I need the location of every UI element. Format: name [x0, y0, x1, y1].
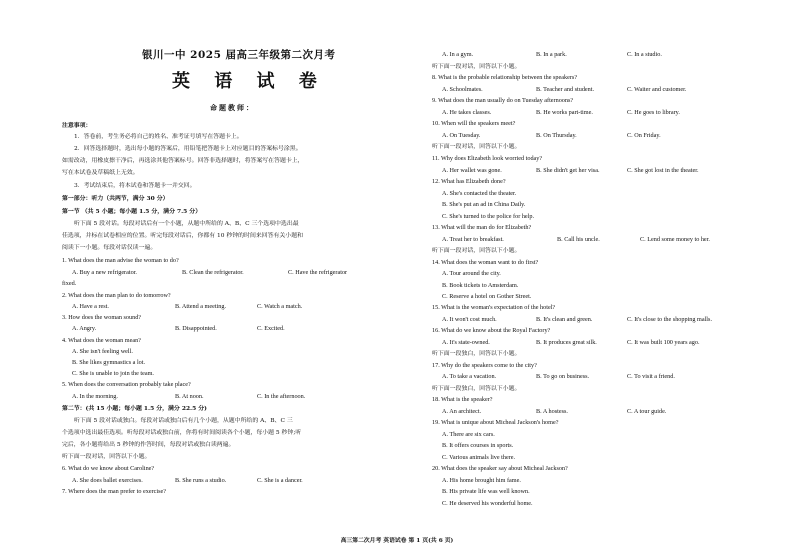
question-stem: 5. When does the conversation probably take place?	[62, 381, 191, 388]
option-c-continued: fixed.	[62, 280, 77, 287]
notes-item: 1．答卷前，考生务必将自己的姓名、准考证号填写在答题卡上。	[74, 134, 243, 140]
option-c: C. Waiter and customer.	[627, 86, 687, 93]
option-c: C. Watch a match.	[257, 303, 303, 310]
option-c: C. In a studio.	[627, 51, 662, 58]
question-stem: 1. What does the man advise the woman to do?	[62, 257, 179, 264]
option-c: C. Have the refrigerator	[288, 269, 348, 276]
section2-instruction: 完后，各小题将给出 5 秒钟的作答时间，每段对话或独白读两遍。	[62, 442, 235, 448]
option-c: C. He deserved his wonderful home.	[442, 500, 533, 507]
question-stem: 20. What does the speaker say about Micheal Jackson?	[432, 465, 568, 472]
option-a: A. Buy a new refrigerator.	[72, 269, 137, 276]
option-b: B. She's put an ad in China Daily.	[442, 201, 526, 208]
option-a: A. An architect.	[442, 408, 482, 415]
question-stem: 2. What does the man plan to do tomorrow?	[62, 292, 171, 299]
listen-prompt: 听下面一段对话，回答以下小题。	[432, 64, 521, 70]
option-c: C. Lend some money to her.	[640, 236, 710, 243]
option-b: B. In a park.	[536, 51, 567, 58]
question-stem: 11. Why does Elizabeth look worried today?	[432, 155, 543, 162]
question-stem: 18. What is the speaker?	[432, 396, 493, 403]
question-stem: 6. What do we know about Caroline?	[62, 465, 155, 472]
option-c: C. He goes to library.	[627, 109, 680, 116]
option-a: A. She's contacted the theater.	[442, 190, 517, 197]
option-a: A. Tour around the city.	[442, 270, 501, 277]
notes-heading: 注意事项：	[62, 122, 92, 129]
option-a: A. Schoolmates.	[442, 86, 483, 93]
option-c: C. Various animals live there.	[442, 454, 516, 461]
section2-heading: 第二节：(共 15 小题；每小题 1.5 分，满分 22.5 分)	[62, 405, 207, 412]
option-a: A. On Tuesday.	[442, 132, 481, 139]
option-b: B. His private life was well known.	[442, 488, 530, 495]
listen-prompt: 听下面一段对话，回答以下小题。	[432, 248, 521, 254]
option-a: A. Treat her to breakfast.	[442, 236, 504, 243]
option-a: A. She isn't feeling well.	[72, 348, 133, 355]
option-a: A. In the morning.	[72, 393, 118, 400]
page-footer: 高三第二次月考 英语试卷 第 1 页(共 6 页)	[340, 538, 454, 544]
part1-heading: 第一部分：听力（共两节，满分 30 分）	[62, 195, 169, 202]
option-c: C. It's close to the shopping malls.	[627, 316, 712, 323]
exam-teacher: 命题教师：	[210, 103, 255, 112]
question-stem: 15. What is the woman's expectation of the hotel?	[432, 304, 556, 311]
option-b: B. He works part-time.	[536, 109, 593, 116]
option-c: C. It was built 100 years ago.	[627, 339, 700, 346]
notes-item: 如需改动，用橡皮擦干净后，再选涂其他答案标号。回答非选择题时，将答案写在答题卡上，	[62, 158, 304, 164]
option-b: B. Call his uncle.	[557, 236, 600, 243]
option-a: A. He takes classes.	[442, 109, 492, 116]
option-b: B. Book tickets to Amsterdam.	[442, 282, 519, 289]
option-a: A. In a gym.	[442, 51, 474, 58]
section1-instruction: 听下面 5 段对话。每段对话后有一个小题，从题中所给的 A、B、C 三个选项中选出最	[74, 221, 299, 227]
listen-prompt: 听下面一段独白，回答以下小题。	[432, 351, 521, 357]
option-b: B. Disappointed.	[175, 325, 217, 332]
listen-prompt: 听下面一段独白，回答以下小题。	[432, 386, 521, 392]
option-c: C. A tour guide.	[627, 408, 667, 415]
option-c: C. In the afternoon.	[257, 393, 306, 400]
option-b: B. A hostess.	[536, 408, 568, 415]
option-b: B. To go on business.	[536, 373, 590, 380]
notes-item: 3．考试结束后，将本试卷和答题卡一并交回。	[74, 183, 196, 189]
question-stem: 8. What is the probable relationship between the speakers?	[432, 74, 578, 81]
option-c: C. To visit a friend.	[627, 373, 675, 380]
option-b: B. On Thursday.	[536, 132, 577, 139]
question-stem: 17. Why do the speakers come to the city?	[432, 362, 537, 369]
question-stem: 16. What do we know about the Royal Factory?	[432, 327, 551, 334]
option-b: B. Clean the refrigerator.	[182, 269, 244, 276]
option-a: A. Have a rest.	[72, 303, 109, 310]
option-c: C. She is unable to join the team.	[72, 370, 154, 377]
option-b: B. It produces great silk.	[536, 339, 597, 346]
question-stem: 9. What does the man usually do on Tuesday afternoons?	[432, 97, 574, 104]
option-b: B. She runs a studio.	[175, 477, 227, 484]
section1-instruction: 阅读下一小题。每段对话仅读一遍。	[62, 245, 157, 251]
question-stem: 13. What will the man do for Elizabeth?	[432, 224, 532, 231]
question-stem: 7. Where does the man prefer to exercise?	[62, 488, 166, 495]
notes-item: 写在本试卷及草稿纸上无效。	[62, 170, 139, 176]
listen-prompt: 听下面一段对话，回答以下小题。	[432, 144, 521, 150]
section2-instruction: 听下面 5 段对话或独白。每段对话或独白后有几个小题，从题中所给的 A、B、C 三	[74, 418, 293, 424]
option-a: A. It won't cost much.	[442, 316, 497, 323]
option-b: B. Teacher and student.	[536, 86, 595, 93]
option-b: B. It offers courses in sports.	[442, 442, 514, 449]
option-b: B. She didn't get her visa.	[536, 167, 600, 174]
section2-instruction: 听下面一段对话，回答以下小题。	[62, 454, 151, 460]
option-a: A. Angry.	[72, 325, 97, 332]
option-c: C. Reserve a hotel on Gother Street.	[442, 293, 532, 300]
notes-item: 2．回答选择题时，选出每小题的答案后，用铅笔把答题卡上对应题目的答案标号涂黑。	[74, 146, 302, 152]
option-b: B. Attend a meeting.	[175, 303, 227, 310]
option-c: C. She got lost in the theater.	[627, 167, 699, 174]
option-a: A. To take a vacation.	[442, 373, 497, 380]
option-c: C. Excited.	[257, 325, 285, 332]
option-a: A. It's state-owned.	[442, 339, 490, 346]
section1-heading: 第一节 （共 5 小题；每小题 1.5 分，满分 7.5 分）	[62, 208, 202, 215]
question-stem: 3. How does the woman sound?	[62, 314, 142, 321]
question-stem: 4. What does the woman mean?	[62, 337, 141, 344]
option-a: A. His home brought him fame.	[442, 477, 521, 484]
question-stem: 19. What is unique about Micheal Jackson's home?	[432, 419, 559, 426]
question-stem: 14. What does the woman want to do first?	[432, 259, 539, 266]
exam-title: 英 语 试 卷	[172, 71, 326, 92]
option-b: B. At noon.	[175, 393, 204, 400]
option-b: B. It's clean and green.	[536, 316, 593, 323]
question-stem: 10. When will the speakers meet?	[432, 120, 516, 127]
option-c: C. On Friday.	[627, 132, 661, 139]
option-c: C. She's turned to the police for help.	[442, 213, 535, 220]
section2-instruction: 个选项中选出最佳选项。听每段对话或独白前，你将有时间阅读各个小题，每小题 5 秒钟;听	[62, 430, 302, 436]
question-stem: 12. What has Elizabeth done?	[432, 178, 506, 185]
exam-subtitle: 银川一中 2025 届高三年级第二次月考	[142, 49, 336, 61]
option-a: A. There are six cars.	[442, 431, 495, 438]
option-a: A. Her wallet was gone.	[442, 167, 502, 174]
option-a: A. She does ballet exercises.	[72, 477, 143, 484]
option-c: C. She is a dancer.	[257, 477, 303, 484]
option-b: B. She likes gymnastics a lot.	[72, 359, 146, 366]
section1-instruction: 佳选项，并标在试卷相应的位置。听完每段对话后，你都有 10 秒钟的时间来回答有关小题和	[62, 233, 303, 239]
